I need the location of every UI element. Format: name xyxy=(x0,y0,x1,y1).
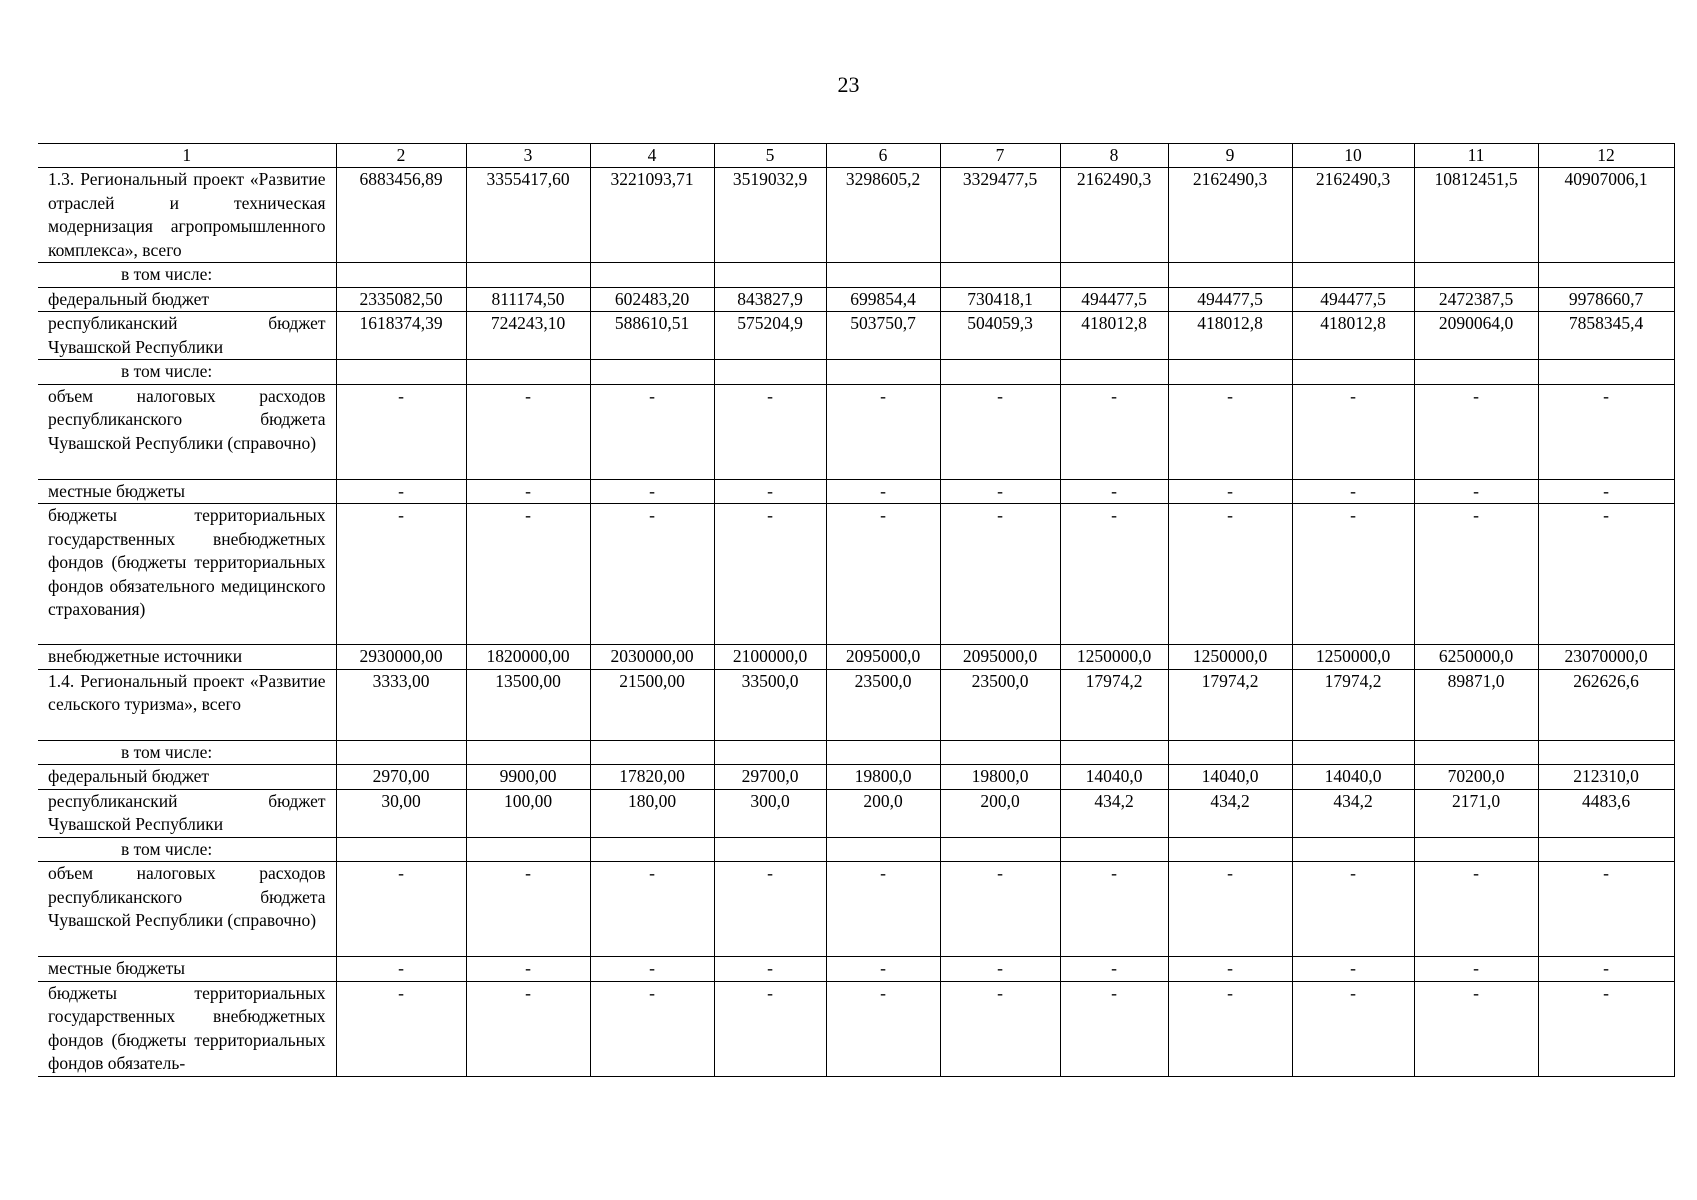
table-row xyxy=(38,645,1674,670)
value-cell: - xyxy=(826,957,940,982)
table-row xyxy=(38,479,1674,504)
value-cell xyxy=(714,263,826,288)
value-cell: - xyxy=(1292,504,1414,645)
value-cell: 843827,9 xyxy=(714,287,826,312)
value-cell: 13500,00 xyxy=(466,669,590,740)
value-cell: 434,2 xyxy=(1060,789,1168,837)
value-cell: 2162490,3 xyxy=(1060,168,1168,263)
value-cell: 2095000,0 xyxy=(940,645,1060,670)
value-cell: 180,00 xyxy=(590,789,714,837)
value-cell: 100,00 xyxy=(466,789,590,837)
value-cell: - xyxy=(940,504,1060,645)
value-cell: - xyxy=(1168,957,1292,982)
value-cell: 3333,00 xyxy=(336,669,466,740)
value-cell: 300,0 xyxy=(714,789,826,837)
value-cell: - xyxy=(1292,384,1414,479)
table-row xyxy=(38,981,1674,1076)
row-label: в том числе: xyxy=(38,360,336,385)
value-cell: - xyxy=(1414,981,1538,1076)
column-header: 3 xyxy=(466,144,590,168)
value-cell: 29700,0 xyxy=(714,765,826,790)
value-cell: - xyxy=(336,957,466,982)
value-cell xyxy=(1414,360,1538,385)
value-cell: 504059,3 xyxy=(940,312,1060,360)
value-cell: 2472387,5 xyxy=(1414,287,1538,312)
row-label: 1.4. Региональный проект «Развитие сельского туризма», всего xyxy=(38,669,336,740)
value-cell: 494477,5 xyxy=(1060,287,1168,312)
table-row xyxy=(38,168,1674,263)
value-cell: - xyxy=(714,504,826,645)
value-cell: - xyxy=(1168,862,1292,957)
value-cell: 3355417,60 xyxy=(466,168,590,263)
value-cell: 4483,6 xyxy=(1538,789,1674,837)
value-cell: - xyxy=(826,981,940,1076)
value-cell: 811174,50 xyxy=(466,287,590,312)
value-cell: 7858345,4 xyxy=(1538,312,1674,360)
value-cell: - xyxy=(1414,504,1538,645)
value-cell xyxy=(590,360,714,385)
value-cell: 1250000,0 xyxy=(1292,645,1414,670)
value-cell: - xyxy=(1060,981,1168,1076)
table-header-row xyxy=(38,144,1674,168)
column-header: 11 xyxy=(1414,144,1538,168)
value-cell xyxy=(714,837,826,862)
value-cell: 434,2 xyxy=(1292,789,1414,837)
column-header: 6 xyxy=(826,144,940,168)
row-label: в том числе: xyxy=(38,740,336,765)
value-cell: - xyxy=(940,957,1060,982)
value-cell: - xyxy=(1060,479,1168,504)
value-cell: - xyxy=(826,504,940,645)
column-header: 9 xyxy=(1168,144,1292,168)
value-cell: - xyxy=(1060,504,1168,645)
value-cell: 724243,10 xyxy=(466,312,590,360)
value-cell: - xyxy=(1168,479,1292,504)
value-cell xyxy=(1538,360,1674,385)
table-body xyxy=(38,168,1674,1077)
value-cell: - xyxy=(940,981,1060,1076)
value-cell: 30,00 xyxy=(336,789,466,837)
value-cell xyxy=(826,740,940,765)
value-cell xyxy=(1060,740,1168,765)
value-cell: 17974,2 xyxy=(1292,669,1414,740)
table-row xyxy=(38,312,1674,360)
value-cell: 730418,1 xyxy=(940,287,1060,312)
value-cell: 503750,7 xyxy=(826,312,940,360)
value-cell: - xyxy=(1168,384,1292,479)
value-cell: 10812451,5 xyxy=(1414,168,1538,263)
row-label: местные бюджеты xyxy=(38,479,336,504)
value-cell: 70200,0 xyxy=(1414,765,1538,790)
value-cell: 2970,00 xyxy=(336,765,466,790)
value-cell: 89871,0 xyxy=(1414,669,1538,740)
value-cell: - xyxy=(1538,384,1674,479)
table-row xyxy=(38,287,1674,312)
value-cell: - xyxy=(336,862,466,957)
value-cell: 2100000,0 xyxy=(714,645,826,670)
value-cell xyxy=(590,263,714,288)
value-cell: - xyxy=(940,479,1060,504)
value-cell: 9978660,7 xyxy=(1538,287,1674,312)
value-cell xyxy=(1292,263,1414,288)
value-cell: - xyxy=(826,479,940,504)
column-header: 12 xyxy=(1538,144,1674,168)
value-cell xyxy=(1060,263,1168,288)
value-cell: 14040,0 xyxy=(1060,765,1168,790)
value-cell: 1250000,0 xyxy=(1060,645,1168,670)
value-cell xyxy=(1292,360,1414,385)
value-cell: - xyxy=(714,981,826,1076)
value-cell: 212310,0 xyxy=(1538,765,1674,790)
row-label: бюджеты территориальных государственных внебюджетных фондов (бюджеты территориальных фондов обязатель- xyxy=(38,981,336,1076)
value-cell: - xyxy=(940,862,1060,957)
value-cell: 9900,00 xyxy=(466,765,590,790)
value-cell: - xyxy=(714,479,826,504)
column-header: 1 xyxy=(38,144,336,168)
value-cell xyxy=(466,263,590,288)
value-cell xyxy=(1414,837,1538,862)
value-cell xyxy=(826,263,940,288)
column-header: 8 xyxy=(1060,144,1168,168)
value-cell: - xyxy=(1060,384,1168,479)
value-cell: 3329477,5 xyxy=(940,168,1060,263)
value-cell: - xyxy=(1414,862,1538,957)
row-label: республиканский бюджет Чувашской Республики xyxy=(38,789,336,837)
value-cell xyxy=(1538,837,1674,862)
value-cell: 418012,8 xyxy=(1168,312,1292,360)
value-cell xyxy=(1538,740,1674,765)
value-cell: - xyxy=(336,504,466,645)
value-cell: 2095000,0 xyxy=(826,645,940,670)
value-cell: - xyxy=(466,862,590,957)
value-cell: - xyxy=(1292,479,1414,504)
value-cell: 2171,0 xyxy=(1414,789,1538,837)
table-row xyxy=(38,765,1674,790)
value-cell: - xyxy=(590,957,714,982)
value-cell: 200,0 xyxy=(826,789,940,837)
value-cell: - xyxy=(714,384,826,479)
value-cell: - xyxy=(466,504,590,645)
value-cell: 2162490,3 xyxy=(1292,168,1414,263)
value-cell xyxy=(826,360,940,385)
value-cell: - xyxy=(1168,504,1292,645)
value-cell: - xyxy=(336,384,466,479)
value-cell: 2162490,3 xyxy=(1168,168,1292,263)
row-label: местные бюджеты xyxy=(38,957,336,982)
column-header: 10 xyxy=(1292,144,1414,168)
value-cell: - xyxy=(1060,957,1168,982)
value-cell: - xyxy=(590,384,714,479)
value-cell: - xyxy=(714,862,826,957)
table-row xyxy=(38,837,1674,862)
value-cell: - xyxy=(336,981,466,1076)
value-cell: - xyxy=(466,479,590,504)
value-cell: - xyxy=(1414,384,1538,479)
value-cell xyxy=(1060,837,1168,862)
value-cell xyxy=(466,837,590,862)
row-label: в том числе: xyxy=(38,837,336,862)
value-cell: 6883456,89 xyxy=(336,168,466,263)
column-header: 5 xyxy=(714,144,826,168)
value-cell: - xyxy=(466,384,590,479)
value-cell: 418012,8 xyxy=(1292,312,1414,360)
value-cell xyxy=(590,837,714,862)
value-cell: - xyxy=(1292,862,1414,957)
value-cell: 1820000,00 xyxy=(466,645,590,670)
row-label: внебюджетные источники xyxy=(38,645,336,670)
value-cell: - xyxy=(1414,957,1538,982)
value-cell: 602483,20 xyxy=(590,287,714,312)
value-cell xyxy=(826,837,940,862)
value-cell: - xyxy=(590,504,714,645)
value-cell: - xyxy=(1538,981,1674,1076)
table-row xyxy=(38,384,1674,479)
value-cell: 262626,6 xyxy=(1538,669,1674,740)
value-cell: 434,2 xyxy=(1168,789,1292,837)
value-cell: - xyxy=(1168,981,1292,1076)
value-cell xyxy=(1292,837,1414,862)
value-cell: 17974,2 xyxy=(1060,669,1168,740)
value-cell xyxy=(336,360,466,385)
value-cell: 33500,0 xyxy=(714,669,826,740)
value-cell: 21500,00 xyxy=(590,669,714,740)
value-cell: - xyxy=(1538,504,1674,645)
table-row xyxy=(38,504,1674,645)
value-cell: - xyxy=(1538,957,1674,982)
value-cell: 14040,0 xyxy=(1168,765,1292,790)
value-cell: - xyxy=(466,957,590,982)
value-cell: - xyxy=(1292,981,1414,1076)
table-row xyxy=(38,957,1674,982)
value-cell: 23500,0 xyxy=(826,669,940,740)
table-row xyxy=(38,740,1674,765)
value-cell: 23500,0 xyxy=(940,669,1060,740)
value-cell: 14040,0 xyxy=(1292,765,1414,790)
value-cell xyxy=(1414,740,1538,765)
value-cell: 494477,5 xyxy=(1168,287,1292,312)
value-cell xyxy=(940,360,1060,385)
value-cell: - xyxy=(1538,479,1674,504)
value-cell: 3221093,71 xyxy=(590,168,714,263)
row-label: республиканский бюджет Чувашской Республики xyxy=(38,312,336,360)
column-header: 7 xyxy=(940,144,1060,168)
value-cell: - xyxy=(1292,957,1414,982)
value-cell: - xyxy=(826,862,940,957)
value-cell: 1618374,39 xyxy=(336,312,466,360)
value-cell: - xyxy=(826,384,940,479)
table-row xyxy=(38,789,1674,837)
value-cell: 2090064,0 xyxy=(1414,312,1538,360)
value-cell xyxy=(1292,740,1414,765)
value-cell: - xyxy=(336,479,466,504)
value-cell: 40907006,1 xyxy=(1538,168,1674,263)
value-cell: 17974,2 xyxy=(1168,669,1292,740)
table-row xyxy=(38,360,1674,385)
value-cell: 2335082,50 xyxy=(336,287,466,312)
value-cell: - xyxy=(940,384,1060,479)
value-cell: 1250000,0 xyxy=(1168,645,1292,670)
value-cell xyxy=(336,263,466,288)
value-cell: 699854,4 xyxy=(826,287,940,312)
value-cell xyxy=(336,740,466,765)
row-label: объем налоговых расходов республиканского бюджета Чувашской Республики (справочно) xyxy=(38,384,336,479)
value-cell: - xyxy=(714,957,826,982)
budget-table xyxy=(38,143,1675,1077)
value-cell: 2930000,00 xyxy=(336,645,466,670)
table-row xyxy=(38,263,1674,288)
row-label: федеральный бюджет xyxy=(38,287,336,312)
value-cell: 6250000,0 xyxy=(1414,645,1538,670)
value-cell: 418012,8 xyxy=(1060,312,1168,360)
value-cell: - xyxy=(590,479,714,504)
value-cell xyxy=(466,360,590,385)
value-cell: 19800,0 xyxy=(940,765,1060,790)
column-header: 2 xyxy=(336,144,466,168)
value-cell xyxy=(714,360,826,385)
value-cell xyxy=(940,837,1060,862)
row-label: федеральный бюджет xyxy=(38,765,336,790)
value-cell xyxy=(1538,263,1674,288)
value-cell: 23070000,0 xyxy=(1538,645,1674,670)
value-cell: - xyxy=(1414,479,1538,504)
value-cell: 17820,00 xyxy=(590,765,714,790)
table-row xyxy=(38,669,1674,740)
value-cell xyxy=(1168,263,1292,288)
row-label: 1.3. Региональный проект «Развитие отраслей и техническая модернизация агропромышленного комплекса», всего xyxy=(38,168,336,263)
table-row xyxy=(38,862,1674,957)
value-cell: - xyxy=(590,862,714,957)
value-cell xyxy=(714,740,826,765)
row-label: бюджеты территориальных государственных внебюджетных фондов (бюджеты территориальных фондов обязательного медицинского страхования) xyxy=(38,504,336,645)
value-cell xyxy=(1414,263,1538,288)
value-cell: - xyxy=(1060,862,1168,957)
value-cell xyxy=(940,263,1060,288)
value-cell: - xyxy=(1538,862,1674,957)
value-cell xyxy=(940,740,1060,765)
value-cell: 588610,51 xyxy=(590,312,714,360)
page-number: 23 xyxy=(837,72,860,97)
value-cell: - xyxy=(466,981,590,1076)
value-cell xyxy=(466,740,590,765)
value-cell: 19800,0 xyxy=(826,765,940,790)
value-cell: 575204,9 xyxy=(714,312,826,360)
value-cell: 3519032,9 xyxy=(714,168,826,263)
value-cell: 200,0 xyxy=(940,789,1060,837)
value-cell xyxy=(1168,360,1292,385)
value-cell: 494477,5 xyxy=(1292,287,1414,312)
row-label: в том числе: xyxy=(38,263,336,288)
value-cell: - xyxy=(590,981,714,1076)
value-cell xyxy=(1168,837,1292,862)
value-cell: 3298605,2 xyxy=(826,168,940,263)
value-cell xyxy=(1168,740,1292,765)
value-cell xyxy=(1060,360,1168,385)
value-cell xyxy=(336,837,466,862)
row-label: объем налоговых расходов республиканского бюджета Чувашской Республики (справочно) xyxy=(38,862,336,957)
value-cell xyxy=(590,740,714,765)
value-cell: 2030000,00 xyxy=(590,645,714,670)
column-header: 4 xyxy=(590,144,714,168)
